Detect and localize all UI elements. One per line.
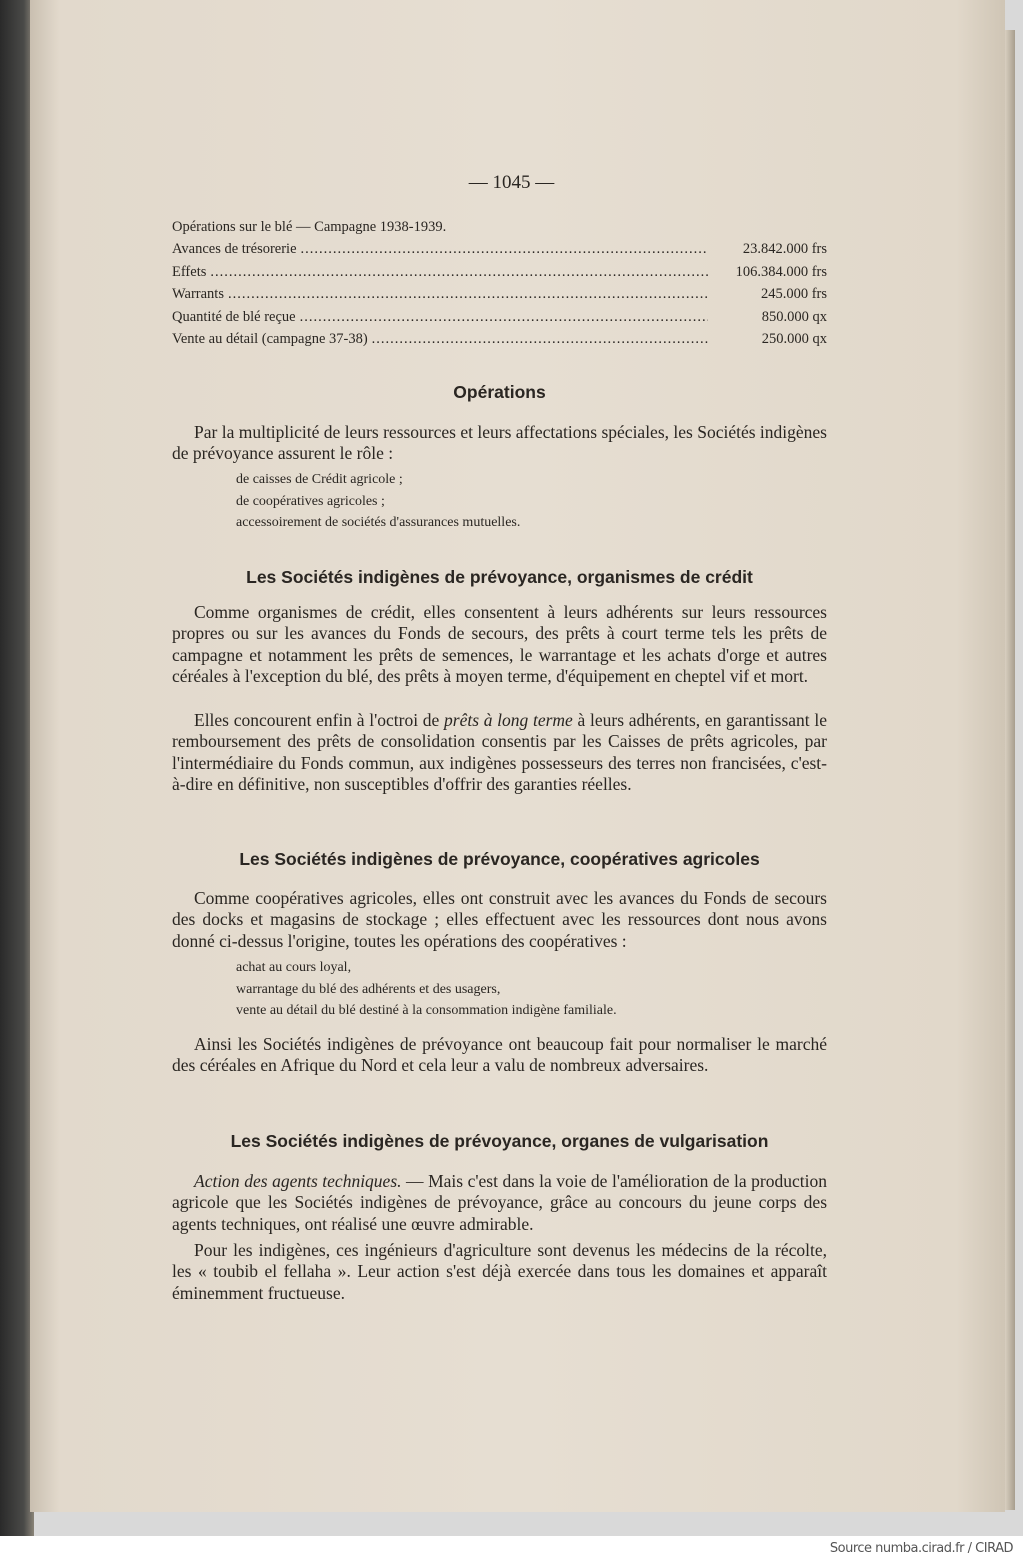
table-row: Warrants ..... 245.000 frs bbox=[172, 286, 827, 308]
section-heading: Opérations bbox=[453, 382, 546, 402]
table-row: Quantité de blé reçue ..... 850.000 qx bbox=[172, 309, 827, 331]
list-item: warrantage du blé des adhérents et des usagers, bbox=[236, 981, 501, 997]
paragraph: Elles concourent enfin à l'octroi de prêts à long terme à leurs adhérents, en garantissant le remboursement des prêts de consolidation consentis par les Caisses de prêts agricoles, par l'intermédiaire du Fonds commun, aux indigènes possesseurs des terres non francisées, c'est-à-dire en définitive, non susceptibles d'offrir des garanties réelles. bbox=[172, 710, 827, 795]
section-heading: Les Sociétés indigènes de prévoyance, coopératives agricoles bbox=[239, 849, 760, 869]
operations-list bbox=[236, 957, 617, 1022]
table-title: Opérations sur le blé — Campagne 1938-1939. bbox=[172, 219, 447, 235]
page-number: — 1045 — bbox=[468, 172, 555, 193]
paragraph: Action des agents techniques. — Mais c'est dans la voie de l'amélioration de la production agricole que les Sociétés indigènes de prévoyance, grâce au concours du jeune corps des agents techniques, ont réalisé une œuvre admirable. bbox=[172, 1171, 827, 1234]
role-list bbox=[236, 469, 520, 534]
wheat-operations-table bbox=[172, 219, 827, 353]
list-item: vente au détail du blé destiné à la consommation indigène familiale. bbox=[236, 1003, 617, 1018]
table-row: Avances de trésorerie ..... 23.842.000 frs bbox=[172, 241, 827, 263]
source-credit: Source numba.cirad.fr / CIRAD bbox=[829, 1541, 1013, 1556]
section-heading: Les Sociétés indigènes de prévoyance, organes de vulgarisation bbox=[230, 1131, 769, 1151]
list-item: achat au cours loyal, bbox=[236, 960, 352, 975]
paragraph: Comme organismes de crédit, elles consentent à leurs adhérents sur leurs ressources propres ou sur les avances du Fonds de secours, des prêts à court terme tels les prêts de campagne et notamment les prêts de semences, le warrantage et les achats d'orge et autres céréales à l'exception du blé, des prêts à moyen terme, d'équipement en cheptel vif et mort. bbox=[172, 602, 827, 687]
paragraph: Pour les indigènes, ces ingénieurs d'agriculture sont devenus les médecins de la récolte, les « toubib el fellaha ». Leur action s'est déjà exercée dans tous les domaines et apparaît éminemment fructueuse. bbox=[172, 1240, 827, 1303]
table-row: Effets ..... 106.384.000 frs bbox=[172, 264, 827, 286]
paragraph: Par la multiplicité de leurs ressources et leurs affectations spéciales, les Sociétés indigènes de prévoyance assurent le rôle : bbox=[172, 422, 827, 464]
book-binding bbox=[0, 0, 34, 1536]
section-heading: Les Sociétés indigènes de prévoyance, organismes de crédit bbox=[246, 567, 753, 587]
list-item: de coopératives agricoles ; bbox=[236, 493, 385, 509]
table-row: Vente au détail (campagne 37-38) ..... 250.000 qx bbox=[172, 331, 827, 353]
list-item: accessoirement de sociétés d'assurances mutuelles. bbox=[236, 515, 521, 530]
paragraph: Ainsi les Sociétés indigènes de prévoyance ont beaucoup fait pour normaliser le marché des céréales en Afrique du Nord et cela leur a valu de nombreux adversaires. bbox=[172, 1034, 827, 1076]
list-item: de caisses de Crédit agricole ; bbox=[236, 472, 403, 487]
paragraph: Comme coopératives agricoles, elles ont construit avec les avances du Fonds de secours des docks et magasins de stockage ; elles effectuent avec les ressources dont nous avons donné ci-dessus l'origine, toutes les opérations des coopératives : bbox=[172, 888, 827, 951]
